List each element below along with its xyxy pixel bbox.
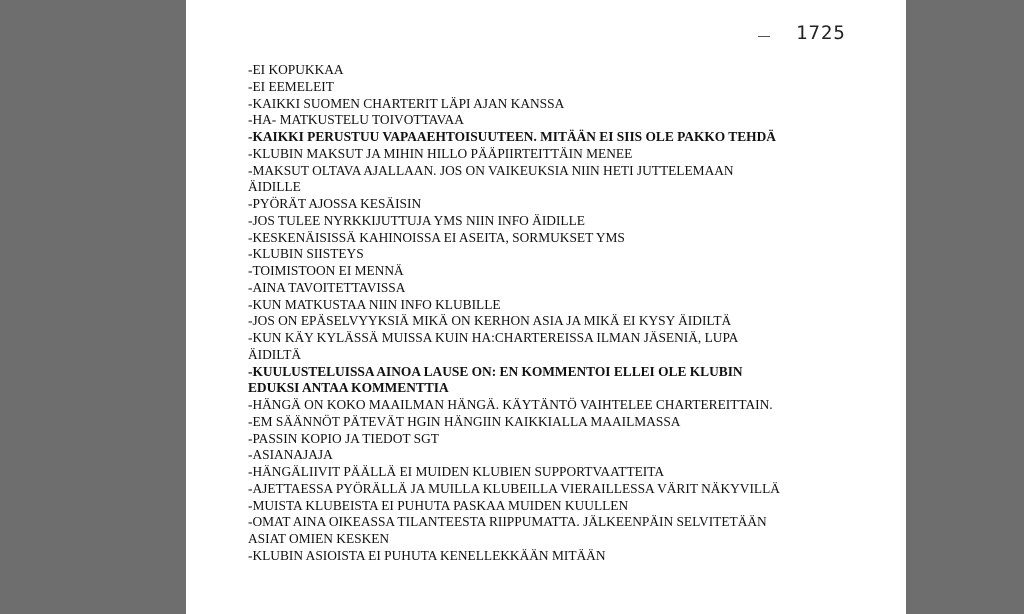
text-line: -KLUBIN MAKSUT JA MIHIN HILLO PÄÄPIIRTEITTÄIN MENEE: [248, 145, 633, 161]
page-number: 1725: [796, 22, 846, 44]
text-line: -HÄNGÄLIIVIT PÄÄLLÄ EI MUIDEN KLUBIEN SUPPORTVAATTEITA: [248, 464, 665, 479]
text-line: ÄIDILLE: [248, 179, 301, 195]
text-line: -KUN MATKUSTAA NIIN INFO KLUBILLE: [248, 296, 501, 312]
text-line: EDUKSI ANTAA KOMMENTTIA: [248, 380, 449, 396]
text-line: -MUISTA KLUBEISTA EI PUHUTA PASKAA MUIDEN KUULLEN: [248, 497, 629, 513]
document-page: [186, 0, 906, 614]
text-line: -HA- MATKUSTELU TOIVOTTAVAA: [248, 112, 464, 128]
text-line: -HÄNGÄ ON KOKO MAAILMAN HÄNGÄ. KÄYTÄNTÖ VAIHTELEE CHARTEREITTAIN.: [248, 397, 773, 412]
text-line: -TOIMISTOON EI MENNÄ: [248, 263, 404, 278]
text-line: -JOS ON EPÄSELVYYKSIÄ MIKÄ ON KERHON ASIA JA MIKÄ EI KYSY ÄIDILTÄ: [248, 313, 732, 329]
text-line: -KAIKKI SUOMEN CHARTERIT LÄPI AJAN KANSSA: [248, 95, 565, 111]
text-line: -KESKENÄISISSÄ KAHINOISSA EI ASEITA, SORMUKSET YMS: [248, 229, 625, 245]
rules-list: [248, 62, 888, 565]
text-line: -KLUBIN SIISTEYS: [248, 246, 364, 262]
text-line: -PASSIN KOPIO JA TIEDOT SGT: [248, 430, 439, 446]
text-line: -MAKSUT OLTAVA AJALLAAN. JOS ON VAIKEUKSIA NIIN HETI JUTTELEMAAN: [248, 162, 734, 178]
text-line: -KLUBIN ASIOISTA EI PUHUTA KENELLEKKÄÄN MITÄÄN: [248, 547, 606, 563]
text-line: -KUULUSTELUISSA AINOA LAUSE ON: EN KOMMENTOI ELLEI OLE KLUBIN: [248, 363, 743, 379]
text-line: ASIAT OMIEN KESKEN: [248, 531, 390, 546]
text-line: -EM SÄÄNNÖT PÄTEVÄT HGIN HÄNGIIN KAIKKIALLA MAAILMASSA: [248, 413, 681, 429]
text-line: -AINA TAVOITETTAVISSA: [248, 279, 406, 295]
text-line: -KUN KÄY KYLÄSSÄ MUISSA KUIN HA:CHARTEREISSA ILMAN JÄSENIÄ, LUPA: [248, 330, 739, 345]
text-line: ÄIDILTÄ: [248, 346, 302, 362]
text-line: -PYÖRÄT AJOSSA KESÄISIN: [248, 196, 422, 211]
text-line: -AJETTAESSA PYÖRÄLLÄ JA MUILLA KLUBEILLA VIERAILLESSA VÄRIT NÄKYVILLÄ: [248, 480, 780, 496]
text-line: -JOS TULEE NYRKKIJUTTUJA YMS NIIN INFO ÄIDILLE: [248, 212, 585, 228]
text-line: -EI KOPUKKAA: [248, 62, 344, 77]
page-mark-dash: [758, 36, 770, 37]
text-line: -ASIANAJAJA: [248, 447, 333, 463]
text-line: -KAIKKI PERUSTUU VAPAAEHTOISUUTEEN. MITÄÄN EI SIIS OLE PAKKO TEHDÄ: [248, 129, 776, 144]
text-line: -EI EEMELEIT: [248, 78, 334, 94]
text-line: -OMAT AINA OIKEASSA TILANTEESTA RIIPPUMATTA. JÄLKEENPÄIN SELVITETÄÄN: [248, 514, 767, 530]
